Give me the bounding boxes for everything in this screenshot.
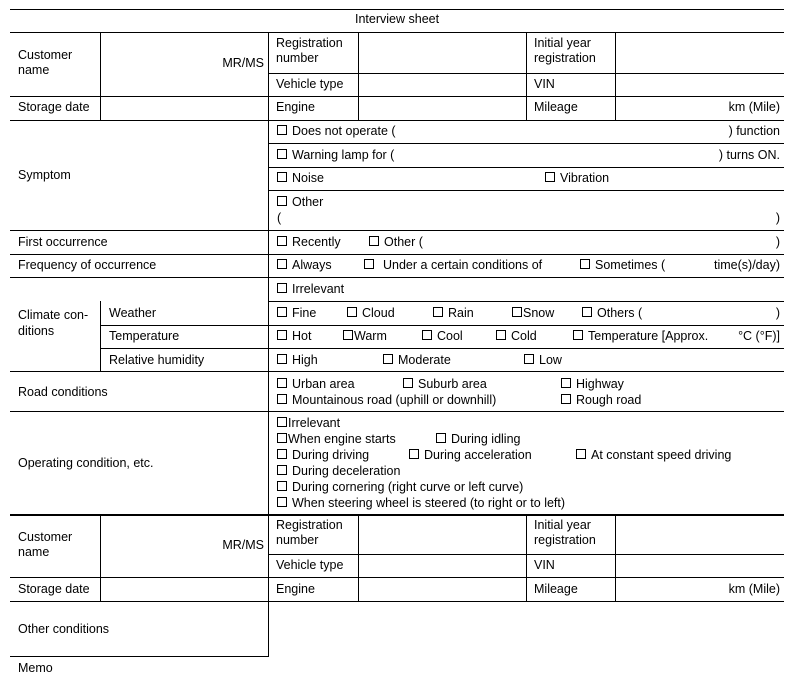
other-text: Other	[292, 195, 324, 209]
engine-label: Engine	[276, 582, 315, 596]
checkbox-icon[interactable]	[277, 497, 287, 507]
checkbox-icon[interactable]	[277, 196, 287, 206]
hot-option	[277, 329, 311, 344]
vin-label: VIN	[534, 77, 555, 91]
rough-option	[561, 393, 641, 408]
checkbox-icon[interactable]	[277, 481, 287, 491]
checkbox-icon[interactable]	[277, 259, 287, 269]
cloud-text: Cloud	[362, 306, 395, 320]
recently-text: Recently	[292, 235, 341, 249]
rule-v	[100, 301, 101, 371]
frequency-label: Frequency of occurrence	[18, 258, 157, 272]
checkbox-icon[interactable]	[277, 394, 287, 404]
hot-text: Hot	[292, 329, 312, 343]
checkbox-icon[interactable]	[573, 330, 583, 340]
other-close-paren: )	[775, 211, 780, 225]
checkbox-icon[interactable]	[277, 378, 287, 388]
temperature-label: Temperature	[109, 329, 180, 343]
engine-starts-text: When engine starts	[288, 432, 396, 446]
acceleration-option	[409, 448, 532, 463]
checkbox-icon[interactable]	[277, 465, 287, 475]
idling-option	[436, 432, 520, 447]
rule	[10, 601, 784, 602]
driving-text: During driving	[292, 448, 370, 462]
acceleration-text: During acceleration	[424, 448, 532, 462]
suburb-option	[403, 377, 487, 392]
sheet-title: Interview sheet	[355, 12, 440, 26]
first-occurrence-label: First occurrence	[18, 235, 108, 249]
times-per-day: time(s)/day)	[714, 258, 780, 272]
weather-label: Weather	[109, 306, 157, 320]
checkbox-icon[interactable]	[347, 307, 357, 317]
op-irrelevant-text: Irrelevant	[288, 416, 341, 430]
rule-v	[268, 515, 269, 657]
rule	[268, 190, 784, 191]
mr-ms-label: MR/MS	[222, 538, 264, 552]
rule	[10, 371, 784, 372]
checkbox-icon[interactable]	[277, 149, 287, 159]
deceleration-text: During deceleration	[292, 464, 401, 478]
checkbox-icon[interactable]	[496, 330, 506, 340]
fine-option	[277, 306, 316, 321]
temperature-unit: °C (°F)]	[738, 329, 780, 343]
checkbox-icon[interactable]	[277, 283, 287, 293]
first-other-text: Other (	[384, 235, 423, 249]
rule	[10, 120, 784, 121]
rule-v	[526, 515, 527, 601]
rule	[10, 96, 784, 97]
checkbox-icon[interactable]	[277, 433, 287, 443]
other-option	[277, 195, 323, 210]
checkbox-icon[interactable]	[580, 259, 590, 269]
initial-year-label: Initial year registration	[534, 518, 596, 547]
urban-option	[277, 377, 355, 392]
checkbox-icon[interactable]	[364, 259, 374, 269]
others-close-paren: )	[775, 306, 780, 320]
vibration-text: Vibration	[560, 171, 610, 185]
rule-v	[615, 515, 616, 601]
rule	[10, 656, 268, 657]
rule	[10, 254, 784, 255]
mileage-label: Mileage	[534, 582, 578, 596]
rule-v	[268, 32, 269, 514]
does-not-operate-text: Does not operate (	[292, 124, 396, 138]
checkbox-icon[interactable]	[524, 354, 534, 364]
rule-v	[358, 515, 359, 601]
temperature-approx-option	[573, 329, 708, 344]
rule	[10, 577, 784, 578]
highway-text: Highway	[576, 377, 624, 391]
mountainous-text: Mountainous road (uphill or downhill)	[292, 393, 497, 407]
checkbox-icon[interactable]	[561, 378, 571, 388]
memo-label: Memo	[18, 661, 53, 675]
rule-v	[615, 32, 616, 120]
always-text: Always	[292, 258, 332, 272]
does-not-operate-option	[277, 124, 396, 139]
checkbox-icon[interactable]	[277, 172, 287, 182]
registration-number-label: Registration number	[276, 36, 343, 65]
checkbox-icon[interactable]	[277, 307, 287, 317]
rule	[10, 230, 784, 231]
deceleration-option	[277, 464, 400, 479]
rain-option	[433, 306, 474, 321]
rule	[10, 277, 784, 278]
checkbox-icon[interactable]	[277, 417, 287, 427]
cornering-option	[277, 480, 523, 495]
highway-option	[561, 377, 624, 392]
rule	[268, 167, 784, 168]
other-conditions-label: Other conditions	[18, 622, 110, 636]
temperature-approx-text: Temperature [Approx.	[588, 329, 709, 343]
engine-starts-option	[277, 432, 396, 447]
checkbox-icon[interactable]	[545, 172, 555, 182]
rule-v	[100, 515, 101, 601]
customer-name-label: Customer name	[18, 48, 73, 77]
checkbox-icon[interactable]	[561, 394, 571, 404]
rule	[10, 32, 784, 33]
checkbox-icon[interactable]	[512, 307, 522, 317]
mr-ms-label: MR/MS	[222, 56, 264, 70]
checkbox-icon[interactable]	[343, 330, 353, 340]
storage-date-label: Storage date	[18, 582, 90, 596]
vehicle-type-label: Vehicle type	[276, 77, 344, 91]
rule	[268, 301, 784, 302]
checkbox-icon[interactable]	[277, 330, 287, 340]
climate-label-line2: ditions	[18, 324, 55, 338]
checkbox-icon[interactable]	[582, 307, 592, 317]
cloud-option	[347, 306, 395, 321]
checkbox-icon[interactable]	[403, 378, 413, 388]
humidity-label: Relative humidity	[109, 353, 205, 367]
cold-option	[496, 329, 537, 344]
driving-option	[277, 448, 369, 463]
others-text: Others (	[597, 306, 643, 320]
rule	[10, 411, 784, 412]
warm-text: Warm	[354, 329, 387, 343]
checkbox-icon[interactable]	[383, 354, 393, 364]
first-other-option	[369, 235, 423, 250]
other-open-paren: (	[277, 211, 282, 225]
always-option	[277, 258, 332, 273]
idling-text: During idling	[451, 432, 521, 446]
vin-label: VIN	[534, 558, 555, 572]
rule-section	[10, 514, 784, 516]
climate-irrelevant-text: Irrelevant	[292, 282, 345, 296]
rain-text: Rain	[448, 306, 474, 320]
checkbox-icon[interactable]	[409, 449, 419, 459]
checkbox-icon[interactable]	[422, 330, 432, 340]
first-other-close: )	[775, 235, 780, 249]
symptom-label: Symptom	[18, 168, 71, 182]
constant-speed-text: At constant speed driving	[591, 448, 732, 462]
sometimes-text: Sometimes (	[595, 258, 666, 272]
climate-label-line1: Climate con-	[18, 308, 89, 322]
constant-speed-option	[576, 448, 731, 463]
checkbox-icon[interactable]	[576, 449, 586, 459]
cornering-text: During cornering (right curve or left curve)	[292, 480, 524, 494]
cold-text: Cold	[511, 329, 537, 343]
checkbox-icon[interactable]	[277, 236, 287, 246]
urban-text: Urban area	[292, 377, 355, 391]
checkbox-icon[interactable]	[277, 354, 287, 364]
recently-option	[277, 235, 341, 250]
low-option	[524, 353, 562, 368]
snow-option	[512, 306, 554, 321]
rough-text: Rough road	[576, 393, 642, 407]
checkbox-icon[interactable]	[277, 449, 287, 459]
customer-name-label: Customer name	[18, 530, 73, 559]
checkbox-icon[interactable]	[436, 433, 446, 443]
steering-option	[277, 496, 565, 511]
fine-text: Fine	[292, 306, 317, 320]
moderate-option	[383, 353, 451, 368]
storage-date-label: Storage date	[18, 100, 90, 114]
noise-option	[277, 171, 324, 186]
registration-number-label: Registration number	[276, 518, 343, 547]
rule	[100, 325, 784, 326]
rule-v	[358, 32, 359, 120]
initial-year-label: Initial year registration	[534, 36, 596, 65]
sometimes-option	[580, 258, 665, 273]
rule	[268, 143, 784, 144]
high-option	[277, 353, 318, 368]
function-suffix: ) function	[728, 124, 780, 138]
cool-option	[422, 329, 463, 344]
mileage-unit: km (Mile)	[728, 100, 780, 114]
warm-option	[343, 329, 387, 344]
turns-on-suffix: ) turns ON.	[718, 148, 780, 162]
checkbox-icon[interactable]	[433, 307, 443, 317]
high-text: High	[292, 353, 318, 367]
mileage-label: Mileage	[534, 100, 578, 114]
rule-top	[10, 9, 784, 10]
vibration-option	[545, 171, 609, 186]
cool-text: Cool	[437, 329, 463, 343]
vehicle-type-label: Vehicle type	[276, 558, 344, 572]
climate-irrelevant-option	[277, 282, 344, 297]
engine-label: Engine	[276, 100, 315, 114]
snow-text: Snow	[523, 306, 555, 320]
certain-conditions-option	[364, 258, 542, 273]
operating-label: Operating condition, etc.	[18, 456, 154, 470]
checkbox-icon[interactable]	[369, 236, 379, 246]
certain-conditions-text: Under a certain conditions of	[383, 258, 543, 272]
rule-v	[526, 32, 527, 120]
steering-text: When steering wheel is steered (to right or to left)	[292, 496, 566, 510]
op-irrelevant-option	[277, 416, 340, 431]
road-label: Road conditions	[18, 385, 108, 399]
warning-lamp-option	[277, 148, 394, 163]
rule-v	[100, 32, 101, 120]
mileage-unit: km (Mile)	[728, 582, 780, 596]
moderate-text: Moderate	[398, 353, 451, 367]
mountainous-option	[277, 393, 496, 408]
rule	[100, 348, 784, 349]
low-text: Low	[539, 353, 562, 367]
others-option	[582, 306, 642, 321]
noise-text: Noise	[292, 171, 324, 185]
checkbox-icon[interactable]	[277, 125, 287, 135]
warning-lamp-text: Warning lamp for (	[292, 148, 395, 162]
suburb-text: Suburb area	[418, 377, 487, 391]
